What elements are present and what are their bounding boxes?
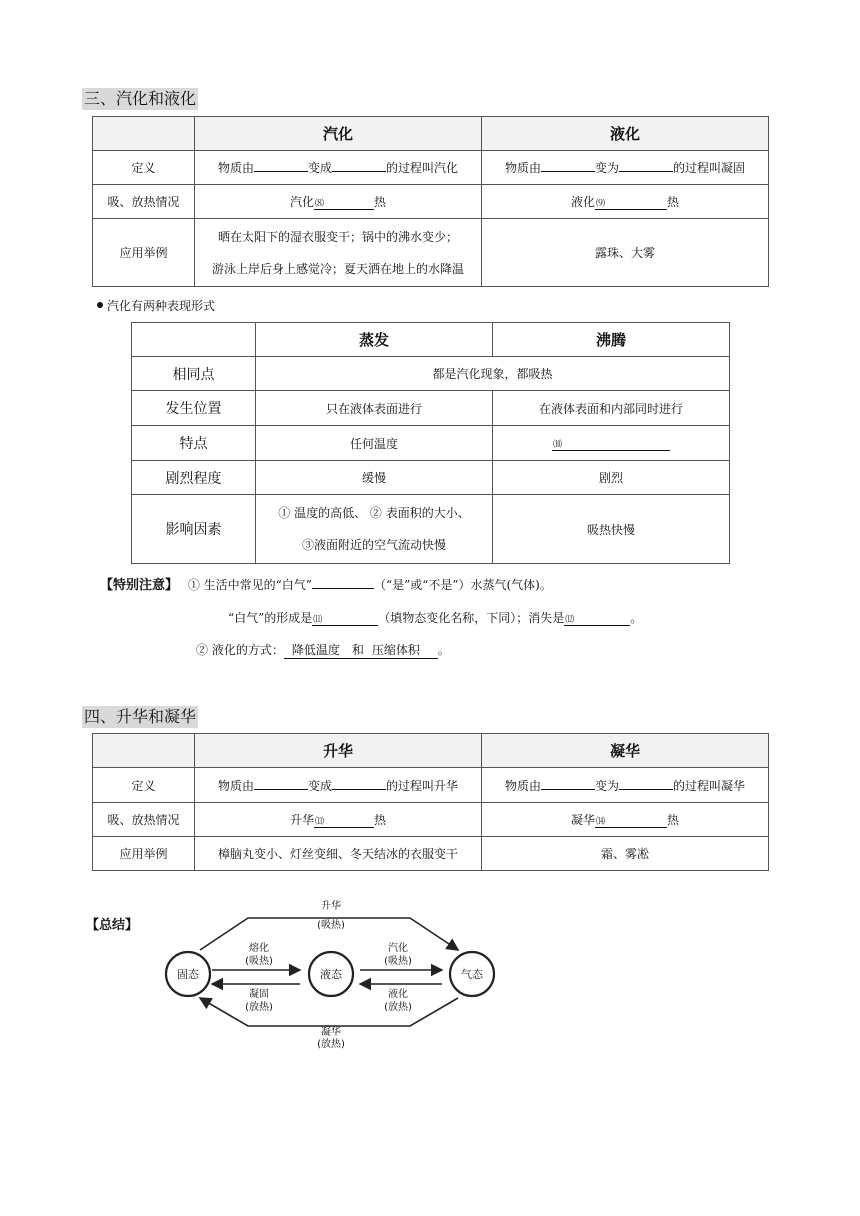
intensity-boiling: 剧烈 xyxy=(493,461,730,495)
blank-line[interactable] xyxy=(254,777,308,790)
solidification-heat-label: (放热) xyxy=(245,1002,273,1013)
forms-intro: 汽化有两种表现形式 xyxy=(97,297,215,314)
solidification-label: 凝固 xyxy=(249,989,269,1000)
note-line-3: ② 液化的方式： 降低温度 和 压缩体积 。 xyxy=(196,643,450,657)
vaporization-heat-label: (吸热) xyxy=(384,956,412,967)
row-label-definition: 定义 xyxy=(93,151,195,185)
table-row xyxy=(93,185,769,219)
solid-label: 固态 xyxy=(177,968,199,981)
factor-boiling: 吸热快慢 xyxy=(493,495,730,564)
row-label-intensity: 剧烈程度 xyxy=(132,461,256,495)
heat-sublimate: 升华⒀ 热 xyxy=(195,803,482,837)
liquefy-method-1: 降低温度 和 压缩体积 xyxy=(284,641,438,659)
blank-line[interactable]: ⑻ xyxy=(314,195,374,210)
factor-evaporation: ① 温度的高低、 ② 表面积的大小、 ③液面附近的空气流动快慢 xyxy=(256,495,493,564)
example-liquefy: 露珠、大雾 xyxy=(482,219,769,287)
vaporize-liquefy-table xyxy=(92,116,769,287)
feature-boiling xyxy=(493,426,730,461)
blank-line[interactable] xyxy=(619,159,673,172)
table-row xyxy=(93,768,769,803)
row-label-example: 应用举例 xyxy=(93,219,195,287)
liquid-label: 液态 xyxy=(320,968,342,981)
blank-line[interactable]: ⒀ xyxy=(314,813,374,828)
blank-line[interactable] xyxy=(541,777,595,790)
section3-title: 三、汽化和液化 xyxy=(84,89,197,108)
definition-liquefy: 物质由 变为 的过程叫凝固 xyxy=(482,151,769,185)
table-row xyxy=(132,357,730,391)
location-evaporation: 只在液体表面进行 xyxy=(256,391,493,426)
table-row xyxy=(93,803,769,837)
blank-line[interactable] xyxy=(332,777,386,790)
table-row xyxy=(93,837,769,871)
section4-title: 四、升华和凝华 xyxy=(84,707,197,726)
table-corner-cell xyxy=(93,117,195,151)
col-header-desublimate: 凝华 xyxy=(482,734,769,768)
liquefaction-label: 液化 xyxy=(388,989,408,1000)
phase-change-diagram xyxy=(160,898,505,1050)
definition-sublimate: 物质由 变成 的过程叫升华 xyxy=(195,768,482,803)
desublimation-label: 凝华 xyxy=(321,1027,341,1038)
col-header-sublimate: 升华 xyxy=(195,734,482,768)
blank-line[interactable]: ⑽ xyxy=(552,436,670,451)
desublimation-heat-label: (放热) xyxy=(317,1039,345,1050)
table-row xyxy=(93,151,769,185)
desublimation-arrow xyxy=(200,998,458,1026)
gas-label: 气态 xyxy=(461,968,483,981)
definition-vaporize: 物质由 变成 的过程叫汽化 xyxy=(195,151,482,185)
table-row xyxy=(132,495,730,564)
col-header-liquefy: 液化 xyxy=(482,117,769,151)
note-line-1: 【特别注意】 ① 生活中常见的“白气” （“是”或“不是”）水蒸气(气体)。 xyxy=(100,578,552,593)
col-header-vaporize: 汽化 xyxy=(195,117,482,151)
row-label-factor: 影响因素 xyxy=(132,495,256,564)
liquefaction-heat-label: (放热) xyxy=(384,1002,412,1013)
blank-line[interactable]: ⑾ xyxy=(312,611,378,626)
blank-line[interactable] xyxy=(541,159,595,172)
table-corner-cell xyxy=(93,734,195,768)
heat-liquefy: 液化⑼ 热 xyxy=(482,185,769,219)
evaporation-boiling-table xyxy=(131,322,730,564)
summary-heading: 【总结】 xyxy=(86,918,139,933)
blank-line[interactable] xyxy=(619,777,673,790)
table-corner-cell xyxy=(132,323,256,357)
col-header-evaporation: 蒸发 xyxy=(256,323,493,357)
example-vaporize: 晒在太阳下的湿衣服变干；锅中的沸水变少； 游泳上岸后身上感觉冷；夏天洒在地上的水降温 xyxy=(195,219,482,287)
row-label-example: 应用举例 xyxy=(93,837,195,871)
row-label-heat: 吸、放热情况 xyxy=(93,185,195,219)
row-label-definition: 定义 xyxy=(93,768,195,803)
melting-label: 熔化 xyxy=(249,943,269,954)
heat-vaporize: 汽化⑻ 热 xyxy=(195,185,482,219)
note-heading: 【特别注意】 xyxy=(100,578,179,593)
blank-line[interactable] xyxy=(312,576,374,589)
table-row xyxy=(132,426,730,461)
intensity-evaporation: 缓慢 xyxy=(256,461,493,495)
common-point: 都是汽化现象，都吸热 xyxy=(256,357,730,391)
sublimation-heat-label: (吸热) xyxy=(317,920,345,931)
note-line-2: “白气”的形成是⑾ （填物态变化名称，下同）；消失是⑿ 。 xyxy=(228,611,643,625)
sublimate-desublimate-table xyxy=(92,733,769,871)
blank-line[interactable] xyxy=(254,159,308,172)
melting-heat-label: (吸热) xyxy=(245,956,273,967)
table-row xyxy=(132,391,730,426)
example-sublimate: 樟脑丸变小、灯丝变细、冬天结冰的衣服变干 xyxy=(195,837,482,871)
sublimation-label: 升华 xyxy=(321,901,341,912)
blank-line[interactable]: ⑼ xyxy=(595,195,667,210)
bullet-icon xyxy=(97,302,103,308)
row-label-common: 相同点 xyxy=(132,357,256,391)
heat-desublimate: 凝华⒁ 热 xyxy=(482,803,769,837)
table-row xyxy=(132,461,730,495)
blank-line[interactable]: ⑿ xyxy=(564,611,630,626)
blank-line[interactable]: ⒁ xyxy=(595,813,667,828)
blank-line[interactable] xyxy=(332,159,386,172)
row-label-location: 发生位置 xyxy=(132,391,256,426)
row-label-feature: 特点 xyxy=(132,426,256,461)
example-desublimate: 霜、雾凇 xyxy=(482,837,769,871)
definition-desublimate: 物质由 变为 的过程叫凝华 xyxy=(482,768,769,803)
location-boiling: 在液体表面和内部同时进行 xyxy=(493,391,730,426)
col-header-boiling: 沸腾 xyxy=(493,323,730,357)
row-label-heat: 吸、放热情况 xyxy=(93,803,195,837)
feature-evaporation: 任何温度 xyxy=(256,426,493,461)
table-row xyxy=(93,219,769,287)
vaporization-label: 汽化 xyxy=(388,943,408,954)
